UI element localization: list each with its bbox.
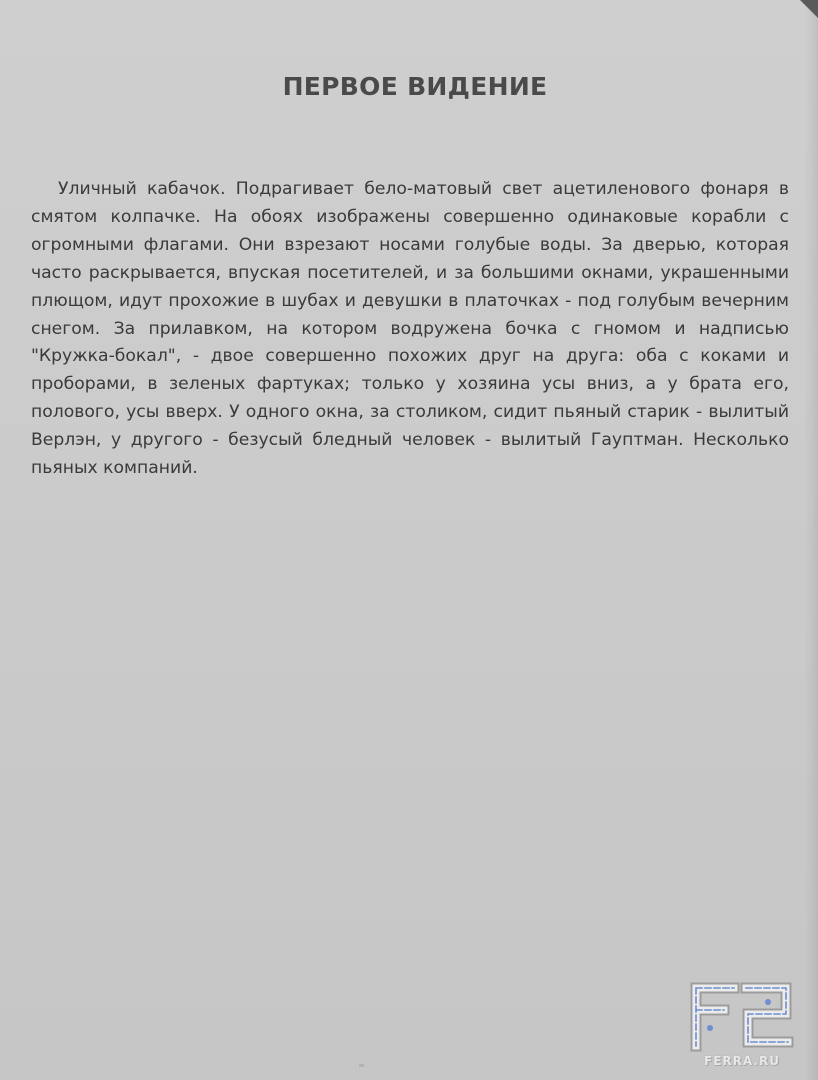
watermark-text: FERRA.RU (704, 1054, 780, 1068)
chapter-paragraph: Уличный кабачок. Подрагивает бело-матовый свет ацетиленового фонаря в смятом колпачке. На обоях изображены совершенно одинаковые корабли с огромными флагами. Они взрезают носами голубые воды. За дверью, которая часто раскрывается, впуская посетителей, и за большими окнами, украшенными плющом, идут прохожие в шубах и девушки в платочках - под голубым вечерним снегом. За прилавком, на котором водружена бочка с гномом и надписью "Кружка-бокал", - двое совершенно похожих друг на друга: оба с коками и проборами, в зеленых фартуках; только у хозяина усы вниз, а у брата его, полового, усы вверх. У одного окна, за столиком, сидит пьяный старик - вылитый Верлэн, у другого - безусый бледный человек - вылитый Гауптман. Несколько пьяных компаний. (31, 179, 789, 479)
page-indicator-dot (359, 1064, 364, 1067)
page-corner-fold-icon[interactable] (800, 0, 818, 18)
chapter-title: ПЕРВОЕ ВИДЕНИЕ (282, 72, 548, 101)
screen-edge-shadow (804, 0, 818, 1080)
ferra-watermark (686, 980, 798, 1076)
ferra-logo-icon (686, 980, 798, 1054)
